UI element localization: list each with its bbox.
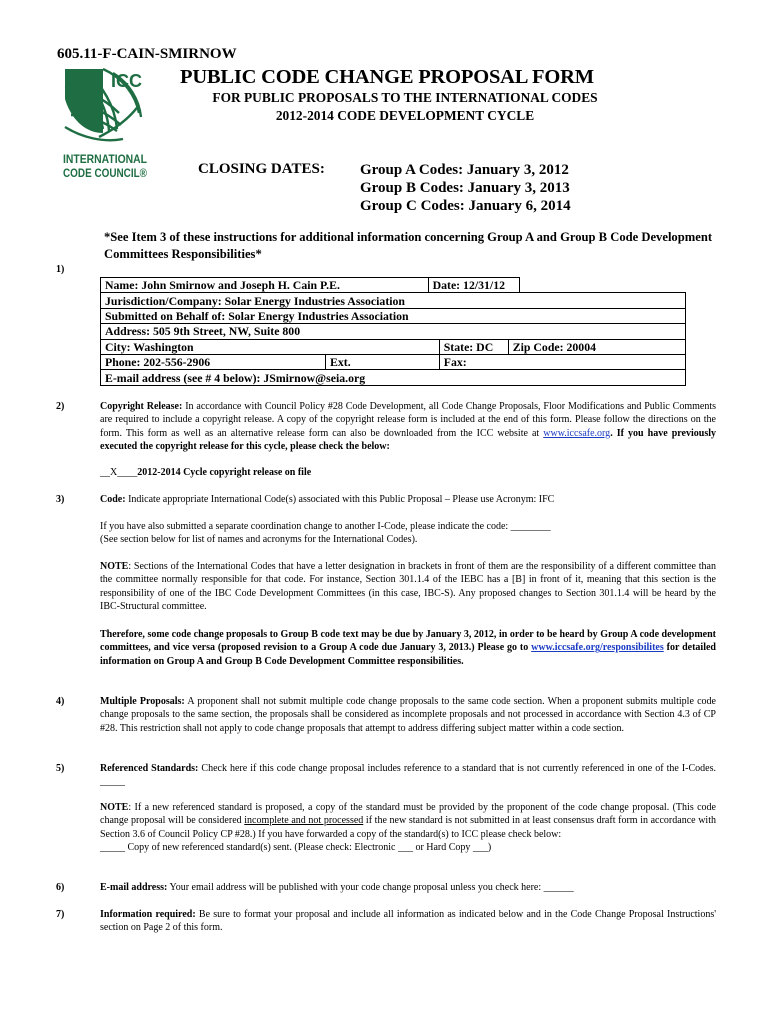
responsibilities-link[interactable]: www.iccsafe.org/responsibilites bbox=[531, 642, 664, 654]
email-opt-out-text[interactable]: Your email address will be published with your code change proposal unless you check here: ______ bbox=[169, 882, 574, 893]
referenced-standards-section bbox=[100, 762, 716, 789]
iccsafe-link[interactable]: www.iccsafe.org bbox=[543, 427, 611, 439]
cycle-subtitle: 2012-2014 CODE DEVELOPMENT CYCLE bbox=[275, 108, 535, 123]
copyright-label: Copyright Release: bbox=[100, 401, 183, 412]
item-number-5: 5) bbox=[56, 763, 65, 774]
logo-line1: INTERNATIONAL bbox=[63, 154, 147, 166]
group-c-date: Group C Codes: January 6, 2014 bbox=[360, 198, 571, 214]
group-b-notice bbox=[100, 628, 716, 668]
see-item-note: *See Item 3 of these instructions for additional information concerning Group A and Group B Code Development Committees Responsibilities* bbox=[104, 230, 713, 261]
acronyms-line: (See section below for list of names and acronyms for the International Codes). bbox=[100, 534, 418, 546]
standards-note-underline: incomplete and not processed bbox=[244, 815, 364, 827]
copyright-check-mark[interactable]: __X____ bbox=[100, 467, 138, 478]
standards-copy-line[interactable]: _____ Copy of new referenced standard(s) sent. (Please check: Electronic ___ or Hard Copy ___) bbox=[100, 841, 492, 853]
group-b-date: Group B Codes: January 3, 2013 bbox=[360, 180, 570, 196]
note-label: NOTE bbox=[100, 561, 129, 572]
item-number-1: 1) bbox=[56, 264, 65, 275]
copyright-check-label: 2012-2014 Cycle copyright release on file bbox=[137, 467, 312, 478]
copyright-check bbox=[100, 466, 716, 479]
multiple-proposals-section bbox=[100, 695, 716, 735]
form-title: PUBLIC CODE CHANGE PROPOSAL FORM bbox=[180, 66, 594, 88]
ext-field[interactable]: Ext. bbox=[326, 354, 440, 369]
multiple-proposals-text: A proponent shall not submit multiple code change proposals to the same code section. When a proponent submits multiple code change proposals to the same section, the proposals shall be considered as incomplete proposals and not processed in accordance with Section 4.3 of CP #28. This restriction shall not apply to code change proposals that attempt to address differing subject matter within a code section. bbox=[100, 696, 717, 734]
item-number-4: 4) bbox=[56, 696, 65, 707]
name-field[interactable]: Name: John Smirnow and Joseph H. Cain P.E. bbox=[101, 278, 429, 293]
address-field[interactable]: Address: 505 9th Street, NW, Suite 800 bbox=[101, 324, 686, 339]
group-a-date: Group A Codes: January 3, 2012 bbox=[360, 162, 569, 178]
fax-field[interactable]: Fax: bbox=[439, 354, 685, 369]
coordination-text bbox=[100, 520, 716, 547]
copyright-section bbox=[100, 400, 716, 453]
copyright-text: In accordance with Council Policy #28 Code Development, all Code Change Proposals, Floor Modifications and Public Comments are required to include a copyright release. A copy of the copyright release form is included at the end of this form. Please follow the directions on the form. This form as well as an alternative release form can also be downloaded from the ICC website at bbox=[100, 401, 717, 439]
date-field[interactable]: Date: 12/31/12 bbox=[428, 278, 519, 293]
state-field[interactable]: State: DC bbox=[439, 339, 508, 354]
icc-logo bbox=[63, 67, 149, 183]
logo-line2: CODE COUNCIL® bbox=[63, 168, 148, 180]
information-required-label: Information required: bbox=[100, 909, 196, 920]
coordination-line: If you have also submitted a separate coordination change to another I-Code, please indicate the code: ________ bbox=[100, 521, 551, 532]
jurisdiction-field[interactable]: Jurisdiction/Company: Solar Energy Industries Association bbox=[101, 293, 686, 308]
on-behalf-field[interactable]: Submitted on Behalf of: Solar Energy Industries Association bbox=[101, 308, 686, 323]
referenced-standards-text: Check here if this code change proposal includes reference to a standard that is not currently referenced in one of the I-Codes. _____ bbox=[100, 763, 717, 788]
note-text: : Sections of the International Codes that have a letter designation in brackets in front of them are the responsibility of a different committee than the committee normally responsible for that code. For instance, Section 301.1.4 of the IEBC has a [B] in front of it, meaning that this section is the responsibility of one of the IBC Code Development Committees (in this case, IBC-S). Any proposed changes to Section 301.1.4 will be heard by the IBC-Structural committee. bbox=[100, 561, 716, 612]
item-number-2: 2) bbox=[56, 401, 65, 412]
code-section bbox=[100, 493, 716, 506]
information-required-section bbox=[100, 908, 716, 935]
item-number-7: 7) bbox=[56, 909, 65, 920]
form-subtitle: FOR PUBLIC PROPOSALS TO THE INTERNATIONAL CODES bbox=[212, 90, 598, 105]
zip-field[interactable]: Zip Code: 20004 bbox=[508, 339, 685, 354]
phone-field[interactable]: Phone: 202-556-2906 bbox=[101, 354, 326, 369]
standards-note-text2: if the new standard is not submitted in at least consensus draft form in accordance with Section 3.6 of Council Policy CP #28.) If you have forwarded a copy of the standard(s) to ICC please check below: bbox=[100, 815, 716, 840]
code-text: Indicate appropriate International Code(s) associated with this Public Proposal – Please use Acronym: IFC bbox=[128, 494, 555, 505]
closing-dates-list bbox=[360, 161, 571, 215]
proponent-info-table bbox=[100, 277, 686, 386]
group-b-notice-text: Therefore, some code change proposals to Group B code text may be due by January 3, 2012, in order to be heard by Group A code development committees, and vice versa (proposed revision to a Group A code due January 3, 2013.) Please go to bbox=[100, 629, 716, 654]
city-field[interactable]: City: Washington bbox=[101, 339, 440, 354]
logo-icc-text: ICC bbox=[111, 71, 142, 91]
code-label: Code: bbox=[100, 494, 126, 505]
referenced-standards-label: Referenced Standards: bbox=[100, 763, 199, 774]
copyright-bold: . If you have previously executed the copyright release for this cycle, please check the below: bbox=[100, 427, 716, 452]
closing-dates-label: CLOSING DATES: bbox=[198, 161, 325, 177]
email-opt-out-section bbox=[100, 881, 716, 894]
item-number-3: 3) bbox=[56, 494, 65, 505]
document-id: 605.11-F-CAIN-SMIRNOW bbox=[57, 46, 237, 62]
standards-note-label: NOTE bbox=[100, 802, 129, 813]
standards-note-text1: : If a new referenced standard is proposed, a copy of the standard must be provided by the proponent of the code change proposal. (This code change proposal will be considered bbox=[100, 802, 716, 827]
standards-note bbox=[100, 801, 716, 854]
code-note bbox=[100, 560, 716, 613]
email-opt-out-label: E-mail address: bbox=[100, 882, 168, 893]
email-field[interactable]: E-mail address (see # 4 below): JSmirnow@seia.org bbox=[101, 370, 686, 385]
group-b-notice-after: for detailed information on Group A and Group B Code Development Committee responsibilities. bbox=[100, 642, 716, 667]
information-required-text: Be sure to format your proposal and include all information as indicated below and in the Code Change Proposal Instructions' section on Page 2 of this form. bbox=[100, 909, 717, 934]
multiple-proposals-label: Multiple Proposals: bbox=[100, 696, 185, 707]
item-number-6: 6) bbox=[56, 882, 65, 893]
